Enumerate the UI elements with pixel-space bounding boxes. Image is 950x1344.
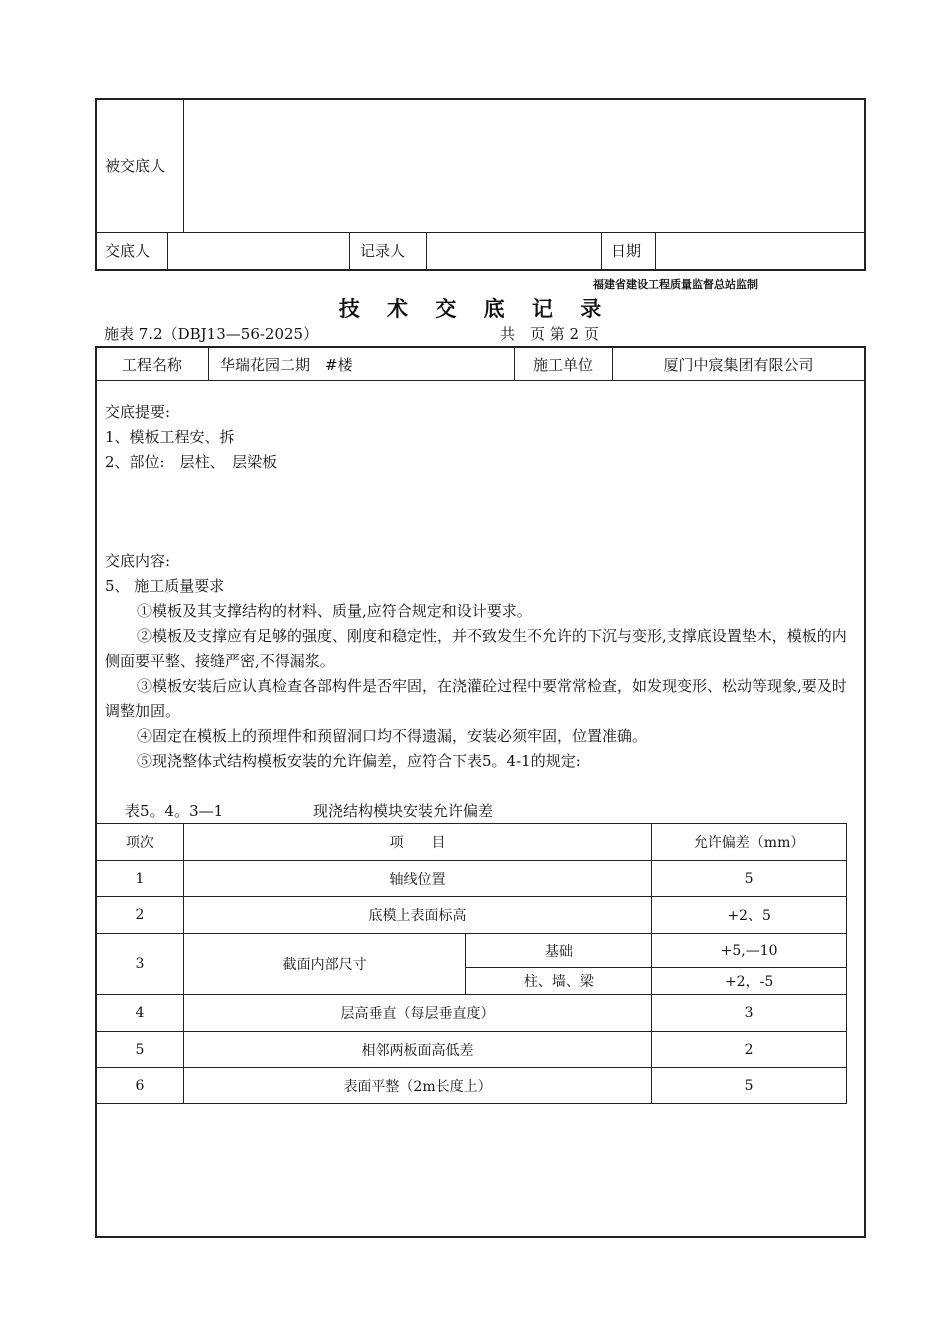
header-divider <box>208 347 209 380</box>
row-value: +2、5 <box>652 897 847 934</box>
row-item: 底模上表面标高 <box>183 897 651 934</box>
table-row <box>97 995 847 1032</box>
row-no: 3 <box>97 934 184 995</box>
table-row <box>97 934 847 968</box>
row-no: 1 <box>97 861 184 897</box>
form-code: 施表 7.2（DBJ13—56-2025） <box>104 325 319 343</box>
contractor-label: 施工单位 <box>532 356 593 374</box>
content-point: ④固定在模板上的预埋件和预留洞口均不得遗漏，安装必须牢固，位置准确。 <box>137 727 648 745</box>
content-point: ②模板及支撑应有足够的强度、刚度和稳定性，并不致发生不允许的下沉与变形,支撑底设置垫木，模板的内侧面要平整、接缝严密,不得漏浆。 <box>105 627 847 670</box>
row-value: +2，-5 <box>652 968 847 995</box>
table-row <box>97 861 847 897</box>
row-item: 轴线位置 <box>183 861 651 897</box>
table-row <box>97 1032 847 1068</box>
recorder-field[interactable] <box>434 242 594 260</box>
disclosure-frame <box>95 346 866 1238</box>
row-subitem: 基础 <box>466 934 652 968</box>
header-no: 项次 <box>97 824 184 861</box>
row-value: 5 <box>652 1068 847 1104</box>
project-name-value: 华瑞花园二期 #楼 <box>220 356 353 374</box>
signature-divider <box>426 232 427 270</box>
date-label: 日期 <box>611 242 642 260</box>
tolerance-table <box>96 823 847 1104</box>
signature-divider <box>655 232 656 270</box>
content-block <box>105 549 861 774</box>
header-tolerance: 允许偏差（mm） <box>652 824 847 861</box>
content-point: ①模板及其支撑结构的材料、质量,应符合规定和设计要求。 <box>137 602 532 620</box>
signature-row-divider <box>96 232 865 233</box>
row-value: 3 <box>652 995 847 1032</box>
signature-divider <box>349 232 350 270</box>
table-row <box>97 897 847 934</box>
row-value: +5,—10 <box>652 934 847 968</box>
row-item: 相邻两板面高低差 <box>183 1032 651 1068</box>
summary-item: 2、部位: 层柱、 层梁板 <box>105 453 278 471</box>
content-point: ③模板安装后应认真检查各部构件是否牢固，在浇灌砼过程中要常常检查，如发现变形、松动等现象,要及时调整加固。 <box>105 677 847 720</box>
signature-divider <box>167 232 168 270</box>
recipient-field[interactable] <box>195 157 855 175</box>
supervision-note: 福建省建设工程质量监督总站监制 <box>593 278 758 291</box>
content-heading: 交底内容: <box>105 552 171 570</box>
recorder-label: 记录人 <box>360 242 406 260</box>
page-title: 技 术 交 底 记 录 <box>338 296 612 321</box>
contractor-value: 厦门中宸集团有限公司 <box>663 356 814 374</box>
signature-divider <box>601 232 602 270</box>
table-header-row <box>97 824 847 861</box>
content-section: 5、 施工质量要求 <box>105 577 225 595</box>
table-caption-title: 现浇结构模块安装允许偏差 <box>313 802 494 820</box>
row-no: 5 <box>97 1032 184 1068</box>
summary-item: 1、模板工程安、拆 <box>105 428 235 446</box>
discloser-label: 交底人 <box>105 242 151 260</box>
page-info: 共 页 第 2 页 <box>500 325 599 343</box>
row-no: 2 <box>97 897 184 934</box>
row-no: 4 <box>97 995 184 1032</box>
content-point: ⑤现浇整体式结构模板安装的允许偏差，应符合下表5。4-1的规定: <box>137 752 581 770</box>
row-value: 5 <box>652 861 847 897</box>
date-field[interactable] <box>664 242 859 260</box>
recipient-label: 被交底人 <box>105 157 166 175</box>
row-no: 6 <box>97 1068 184 1104</box>
discloser-field[interactable] <box>175 242 340 260</box>
row-item: 层高垂直（每层垂直度） <box>183 995 651 1032</box>
signature-divider <box>183 99 184 232</box>
table-row <box>97 1068 847 1104</box>
row-subitem: 柱、墙、梁 <box>466 968 652 995</box>
project-name-label: 工程名称 <box>121 356 182 374</box>
header-item: 项 目 <box>183 824 651 861</box>
summary-block <box>105 400 861 475</box>
row-item: 表面平整（2m长度上） <box>183 1068 651 1104</box>
table-caption-number: 表5。4。3—1 <box>125 802 224 820</box>
summary-heading: 交底提要: <box>105 403 171 421</box>
header-row-divider <box>96 380 865 381</box>
row-item: 截面内部尺寸 <box>183 934 466 995</box>
row-value: 2 <box>652 1032 847 1068</box>
